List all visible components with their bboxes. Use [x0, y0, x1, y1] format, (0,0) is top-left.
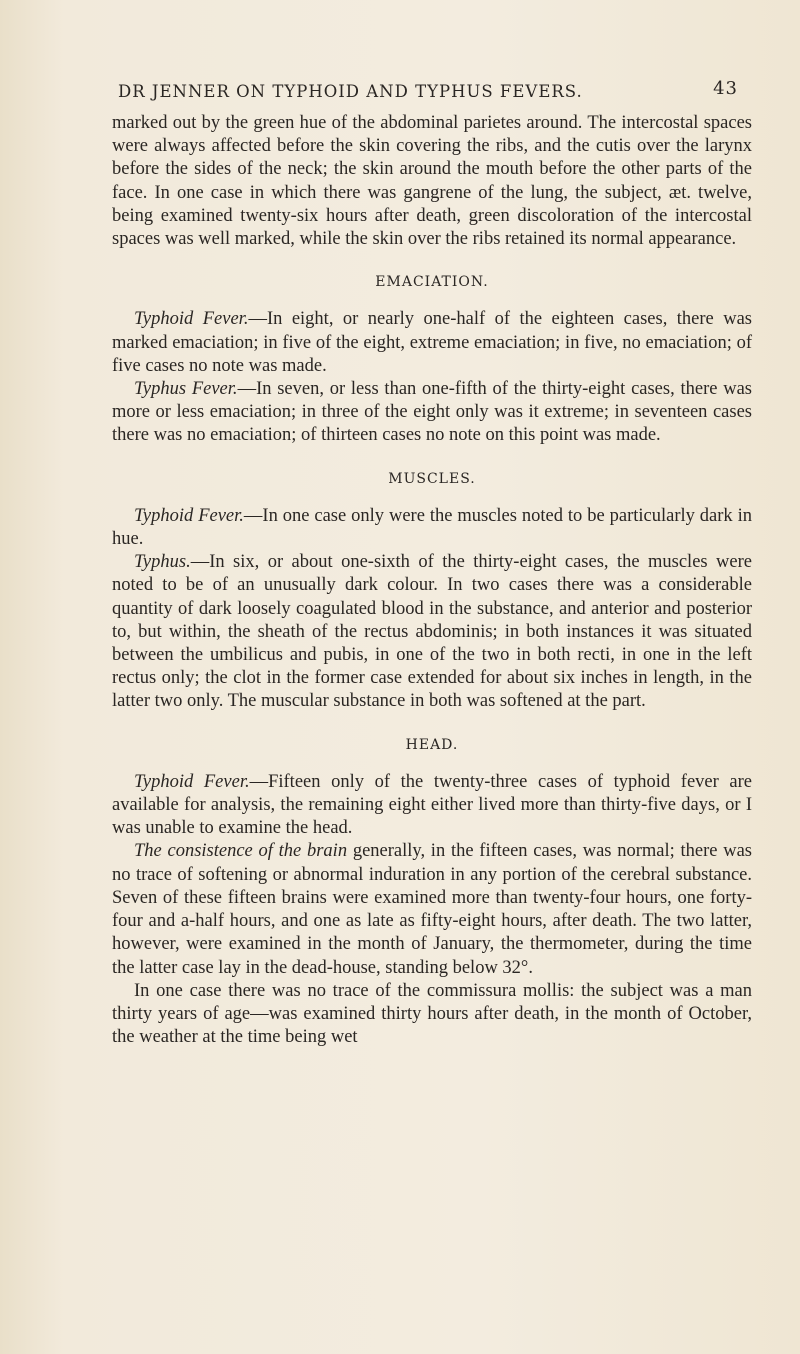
heading-head: HEAD. [405, 736, 459, 753]
label-typhus: Typhus. [134, 552, 191, 573]
text-emaciation-typhus: —In seven, or less than one-fifth of the thirty-eight cases, there was more or less emaciation; in three of the eight only was it extreme; in seventeen cases there was no emaciation; of thirteen cases no note on this point was made. [112, 379, 752, 446]
paragraph-head-typhoid [112, 771, 752, 841]
running-head-title: DR JENNER ON TYPHOID AND TYPHUS FEVERS. [118, 82, 583, 101]
label-typhus-fever: Typhus Fever. [134, 379, 238, 400]
text-brain-consistence: generally, in the fifteen cases, was normal; there was no trace of softening or abnormal induration in any portion of the cerebral substance. Seven of these fifteen brains were examined more than twenty-four hours, one forty-four and a-half hours, and one as late as fifty-eight hours, after death. The two latter, however, were examined in the month of January, the thermometer, during the time the latter case lay in the dead-house, standing below 32°. [112, 841, 752, 978]
running-head [118, 78, 738, 106]
paragraph-brain-consistence [112, 840, 752, 979]
paragraph-muscles-typhoid [112, 505, 752, 551]
paragraph-emaciation-typhoid [112, 308, 752, 378]
label-brain-consistence: The consistence of the brain [134, 841, 348, 862]
text-muscles-typhus: —In six, or about one-sixth of the thirty-eight cases, the muscles were noted to be of an unusually dark colour. In two cases there was a considerable quantity of dark loosely coagulated blood in the substance, and anterior and posterior to, but within, the sheath of the rectus abdominis; in both instances it was situated between the umbilicus and pubis, in one of the two in both recti, in one in the left rectus only; the clot in the former case extended for about six inches in length, in the latter two only. The muscular substance in both was softened at the part. [112, 552, 752, 712]
opening-paragraph: marked out by the green hue of the abdominal parietes around. The intercostal spaces were always affected before the skin covering the ribs, and the cutis over the larynx before the sides of the neck; the skin around the mouth before the other parts of the face. In one case in which there was gangrene of the lung, the subject, æt. twelve, being examined twenty-six hours after death, green discoloration of the intercostal spaces was well marked, while the skin over the ribs retained its normal appearance. [112, 113, 752, 250]
body-text [112, 112, 752, 1049]
label-typhoid-fever: Typhoid Fever. [134, 309, 249, 330]
text-muscles-typhoid: —In one case only were the muscles noted to be particularly dark in hue. [112, 505, 752, 550]
paragraph-emaciation-typhus [112, 378, 752, 448]
page-number: 43 [713, 78, 738, 99]
text-emaciation-typhoid: —In eight, or nearly one-half of the eighteen cases, there was marked emaciation; in five of the eight, extreme emaciation; in five, no emaciation; of five cases no note was made. [112, 309, 752, 376]
label-typhoid-fever: Typhoid Fever. [134, 505, 244, 526]
paragraph-muscles-typhus [112, 551, 752, 713]
heading-muscles: MUSCLES. [388, 470, 476, 487]
paragraph-commissura: In one case there was no trace of the commissura mollis: the subject was a man thirty years of age—was examined thirty hours after death, in the month of October, the weather at the time being wet [112, 980, 752, 1048]
label-typhoid-fever: Typhoid Fever. [134, 771, 250, 792]
text-head-typhoid: —Fifteen only of the twenty-three cases of typhoid fever are available for analysis, the remaining eight either lived more than thirty-five days, or I was unable to examine the head. [112, 771, 752, 839]
heading-emaciation: EMACIATION. [375, 274, 489, 291]
